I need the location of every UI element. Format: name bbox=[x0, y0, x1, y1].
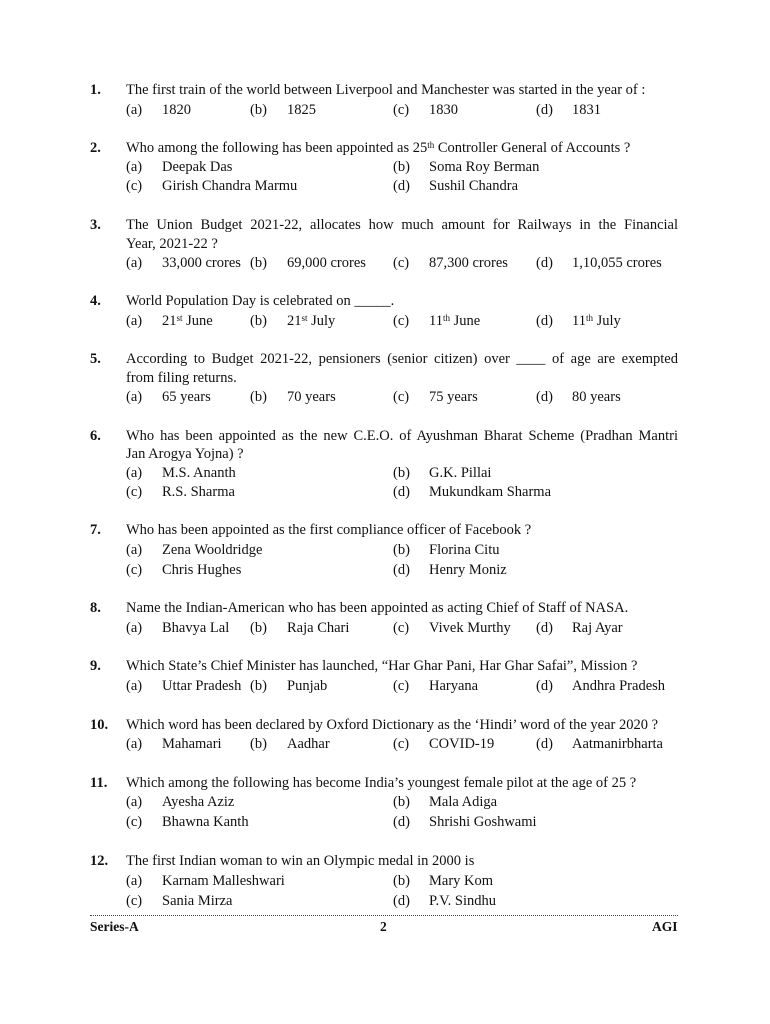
option-d-label: (d) bbox=[536, 389, 553, 405]
option-c-label: (c) bbox=[393, 313, 410, 329]
option-b-text: 1825 bbox=[287, 102, 316, 118]
option-c-text: Chris Hughes bbox=[162, 562, 242, 578]
option-b-text: Aadhar bbox=[287, 736, 330, 752]
question-number: 12. bbox=[90, 853, 109, 869]
option-c-label: (c) bbox=[393, 620, 410, 636]
question-text-continued: from filing returns. bbox=[126, 370, 237, 386]
option-d-text: Raj Ayar bbox=[572, 620, 623, 636]
option-d-label: (d) bbox=[393, 178, 410, 194]
option-c-text: Girish Chandra Marmu bbox=[162, 178, 298, 194]
question-number: 4. bbox=[90, 293, 101, 309]
option-d-label: (d) bbox=[536, 678, 553, 694]
option-a-text: Zena Wooldridge bbox=[162, 542, 263, 558]
option-a-text: Deepak Das bbox=[162, 159, 233, 175]
option-a-label: (a) bbox=[126, 102, 143, 118]
option-c-label: (c) bbox=[126, 814, 143, 830]
option-a-label: (a) bbox=[126, 620, 143, 636]
option-c-text: 1830 bbox=[429, 102, 458, 118]
question-text: The Union Budget 2021-22, allocates how much amount for Railways in the Financial bbox=[126, 217, 678, 233]
question-text: Name the Indian-American who has been appointed as acting Chief of Staff of NASA. bbox=[126, 600, 629, 616]
option-b-label: (b) bbox=[250, 313, 267, 329]
question-number: 8. bbox=[90, 600, 101, 616]
option-c-label: (c) bbox=[126, 893, 143, 909]
question-number: 6. bbox=[90, 428, 101, 444]
option-b-label: (b) bbox=[393, 159, 410, 175]
option-a-text: 1820 bbox=[162, 102, 191, 118]
question-number: 2. bbox=[90, 140, 101, 156]
option-d-label: (d) bbox=[536, 313, 553, 329]
option-c-text: Bhawna Kanth bbox=[162, 814, 249, 830]
option-b-label: (b) bbox=[250, 102, 267, 118]
option-d-text: Mukundkam Sharma bbox=[429, 484, 552, 500]
option-c-label: (c) bbox=[393, 389, 410, 405]
option-b-text: Punjab bbox=[287, 678, 328, 694]
option-c-label: (c) bbox=[126, 562, 143, 578]
option-d-text: 80 years bbox=[572, 389, 621, 405]
question-text: The first train of the world between Liverpool and Manchester was started in the year of : bbox=[126, 82, 646, 98]
option-b-text: 21st July bbox=[287, 313, 336, 329]
option-a-label: (a) bbox=[126, 255, 143, 271]
question-text: World Population Day is celebrated on _____. bbox=[126, 293, 395, 309]
question-number: 3. bbox=[90, 217, 101, 233]
footer-code: AGI bbox=[652, 919, 678, 934]
option-c-text: 87,300 crores bbox=[429, 255, 508, 271]
question-number: 11. bbox=[90, 775, 108, 791]
option-c-label: (c) bbox=[393, 255, 410, 271]
option-a-label: (a) bbox=[126, 873, 143, 889]
option-a-text: 65 years bbox=[162, 389, 211, 405]
question-text-continued: Jan Arogya Yojna) ? bbox=[126, 446, 244, 462]
page-number: 2 bbox=[380, 919, 387, 934]
option-a-label: (a) bbox=[126, 794, 143, 810]
question-text: Who has been appointed as the first compliance officer of Facebook ? bbox=[126, 522, 532, 538]
option-a-text: M.S. Ananth bbox=[162, 465, 236, 481]
option-b-label: (b) bbox=[250, 736, 267, 752]
option-d-text: Andhra Pradesh bbox=[572, 678, 666, 694]
option-c-text: 75 years bbox=[429, 389, 478, 405]
option-b-label: (b) bbox=[393, 794, 410, 810]
option-b-text: Mary Kom bbox=[429, 873, 494, 889]
question-number: 7. bbox=[90, 522, 101, 538]
option-a-text: 33,000 crores bbox=[162, 255, 241, 271]
option-d-text: Shrishi Goshwami bbox=[429, 814, 537, 830]
option-d-label: (d) bbox=[536, 255, 553, 271]
option-c-text: Vivek Murthy bbox=[429, 620, 511, 636]
option-d-label: (d) bbox=[536, 102, 553, 118]
option-a-label: (a) bbox=[126, 465, 143, 481]
option-c-label: (c) bbox=[126, 484, 143, 500]
option-a-text: Uttar Pradesh bbox=[162, 678, 242, 694]
option-a-text: Ayesha Aziz bbox=[162, 794, 235, 810]
option-d-text: Aatmanirbharta bbox=[572, 736, 663, 752]
option-b-text: 70 years bbox=[287, 389, 336, 405]
question-number: 9. bbox=[90, 658, 101, 674]
question-text-continued: Year, 2021-22 ? bbox=[126, 236, 218, 252]
option-d-label: (d) bbox=[393, 562, 410, 578]
option-c-text: R.S. Sharma bbox=[162, 484, 235, 500]
question-text: Which among the following has become India’s youngest female pilot at the age of 25 ? bbox=[126, 775, 637, 791]
question-text: The first Indian woman to win an Olympic medal in 2000 is bbox=[126, 853, 475, 869]
option-c-label: (c) bbox=[393, 102, 410, 118]
option-c-text: COVID-19 bbox=[429, 736, 495, 752]
option-a-text: Karnam Malleshwari bbox=[162, 873, 285, 889]
option-a-label: (a) bbox=[126, 159, 143, 175]
option-a-text: 21st June bbox=[162, 313, 213, 329]
option-b-label: (b) bbox=[250, 620, 267, 636]
option-c-label: (c) bbox=[393, 678, 410, 694]
option-c-label: (c) bbox=[393, 736, 410, 752]
question-text: Who has been appointed as the new C.E.O. of Ayushman Bharat Scheme (Pradhan Mantri bbox=[126, 428, 678, 444]
footer-divider bbox=[90, 915, 678, 916]
option-d-label: (d) bbox=[393, 814, 410, 830]
option-d-text: P.V. Sindhu bbox=[429, 893, 497, 909]
option-b-text: Florina Citu bbox=[429, 542, 500, 558]
option-c-text: Sania Mirza bbox=[162, 893, 233, 909]
option-b-text: Raja Chari bbox=[287, 620, 350, 636]
option-b-text: Mala Adiga bbox=[429, 794, 498, 810]
option-a-label: (a) bbox=[126, 736, 143, 752]
option-b-text: G.K. Pillai bbox=[429, 465, 492, 481]
option-d-label: (d) bbox=[536, 736, 553, 752]
option-d-text: 11th July bbox=[572, 313, 621, 329]
option-b-label: (b) bbox=[250, 678, 267, 694]
option-b-text: 69,000 crores bbox=[287, 255, 366, 271]
option-b-label: (b) bbox=[393, 873, 410, 889]
question-number: 10. bbox=[90, 717, 109, 733]
option-d-label: (d) bbox=[393, 893, 410, 909]
option-d-text: 1831 bbox=[572, 102, 601, 118]
option-b-text: Soma Roy Berman bbox=[429, 159, 540, 175]
option-d-label: (d) bbox=[393, 484, 410, 500]
question-text: Which word has been declared by Oxford Dictionary as the ‘Hindi’ word of the year 2020 ? bbox=[126, 717, 659, 733]
option-a-label: (a) bbox=[126, 389, 143, 405]
footer-series: Series-A bbox=[90, 919, 139, 934]
option-a-text: Bhavya Lal bbox=[162, 620, 230, 636]
option-a-label: (a) bbox=[126, 313, 143, 329]
option-b-label: (b) bbox=[250, 389, 267, 405]
question-number: 5. bbox=[90, 351, 101, 367]
option-a-label: (a) bbox=[126, 678, 143, 694]
question-text: Which State’s Chief Minister has launched, “Har Ghar Pani, Har Ghar Safai”, Mission ? bbox=[126, 658, 638, 674]
option-b-label: (b) bbox=[393, 542, 410, 558]
option-d-text: Henry Moniz bbox=[429, 562, 507, 578]
option-c-label: (c) bbox=[126, 178, 143, 194]
question-number: 1. bbox=[90, 82, 101, 98]
option-a-label: (a) bbox=[126, 542, 143, 558]
option-b-label: (b) bbox=[250, 255, 267, 271]
option-d-label: (d) bbox=[536, 620, 553, 636]
option-b-label: (b) bbox=[393, 465, 410, 481]
option-d-text: Sushil Chandra bbox=[429, 178, 519, 194]
option-c-text: Haryana bbox=[429, 678, 479, 694]
question-text: According to Budget 2021-22, pensioners (senior citizen) over ____ of age are exempted bbox=[126, 351, 678, 367]
question-text: Who among the following has been appointed as 25th Controller General of Accounts ? bbox=[126, 140, 631, 156]
option-a-text: Mahamari bbox=[162, 736, 222, 752]
option-c-text: 11th June bbox=[429, 313, 481, 329]
option-d-text: 1,10,055 crores bbox=[572, 255, 662, 271]
